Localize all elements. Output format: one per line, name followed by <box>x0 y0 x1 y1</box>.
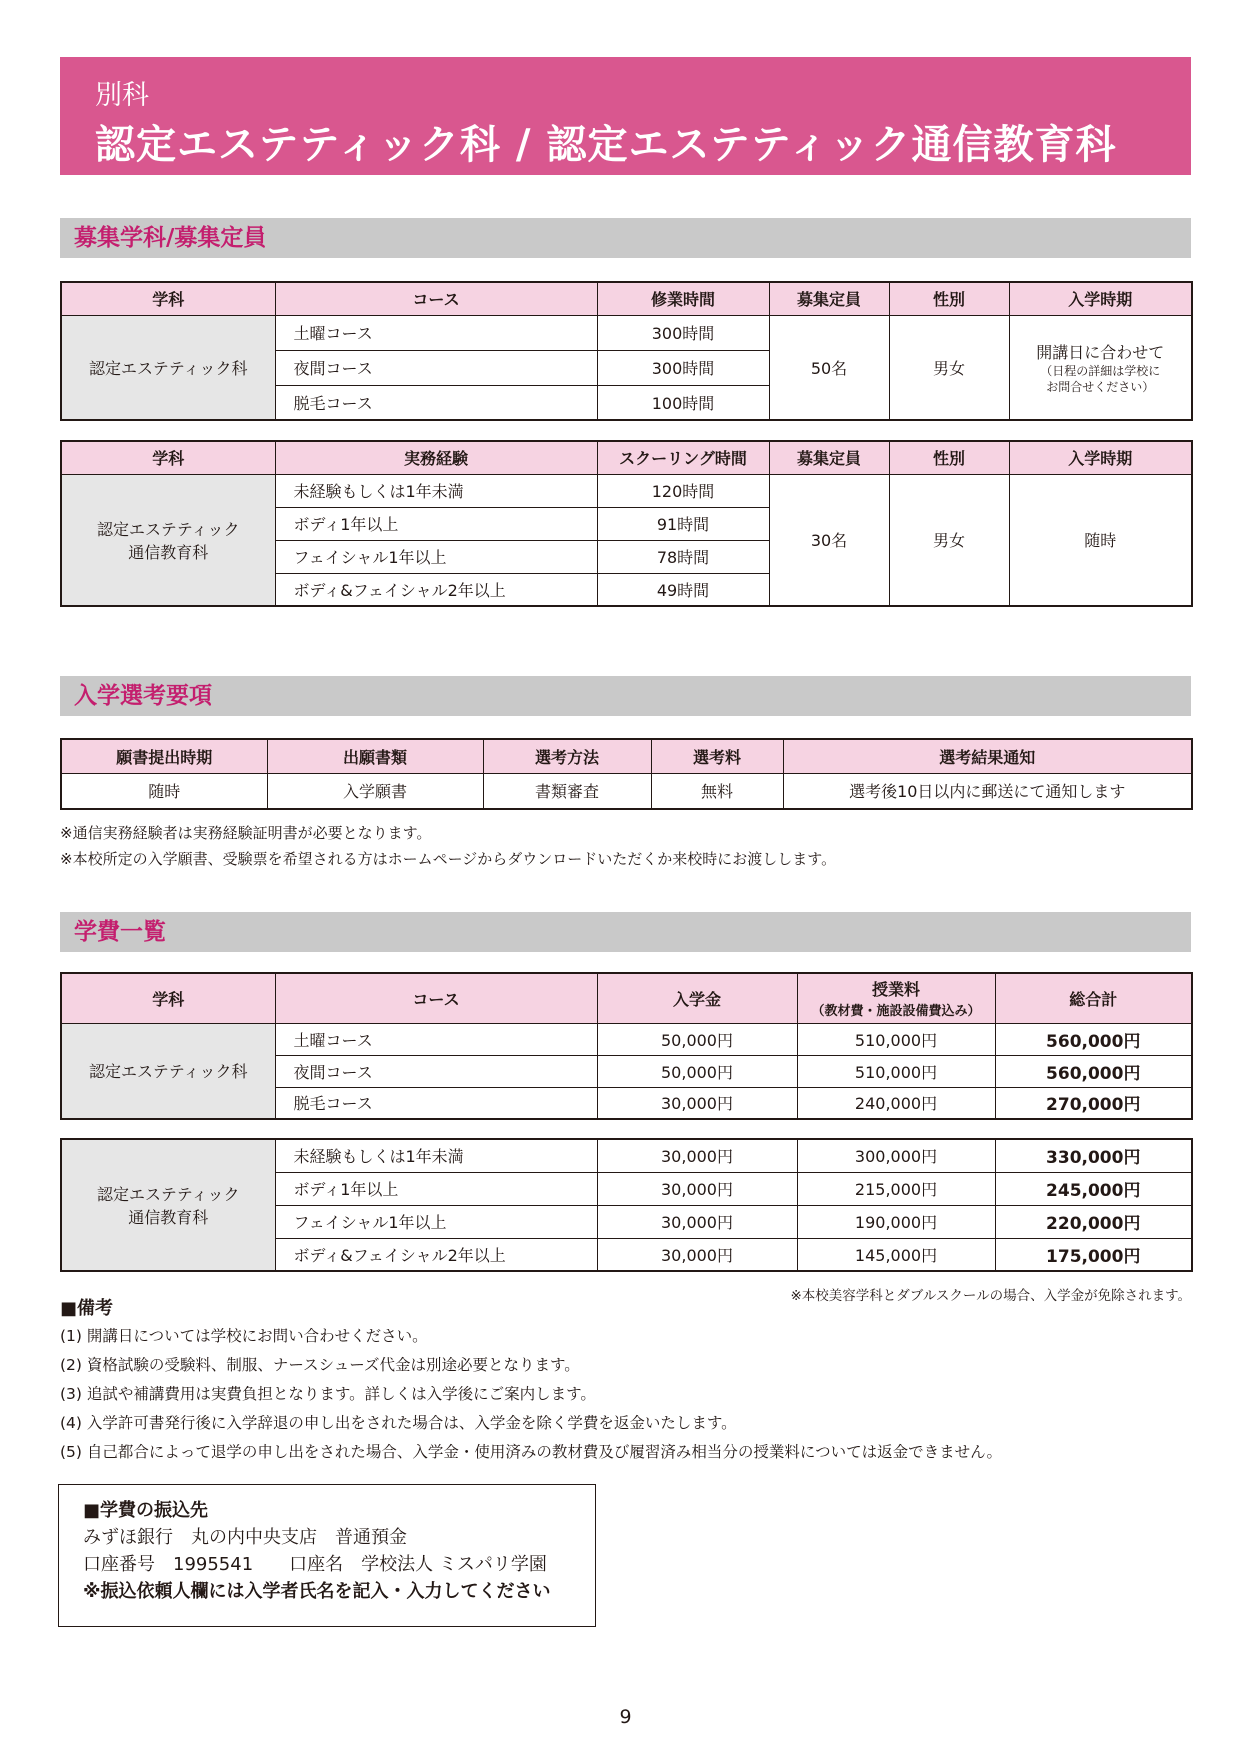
table-header: 出願書類 <box>267 739 483 773</box>
remark-item: (3) 追試や補講費用は実費負担となります。詳しくは入学後にご案内します。 <box>60 1385 596 1403</box>
timing-note-1: （日程の詳細は学校に <box>1040 363 1161 378</box>
fee-exemption-note: ※本校美容学科とダブルスクールの場合、入学金が免除されます。 <box>790 1288 1191 1304</box>
table-cell: 随時 <box>61 773 267 809</box>
bank-instruction: ※振込依頼人欄には入学者氏名を記入・入力してください <box>83 1581 551 1602</box>
dept-name: 認定エステティック科 <box>61 315 275 420</box>
table-header: 募集定員 <box>769 441 889 474</box>
table-header: 選考結果通知 <box>783 739 1192 773</box>
timing-note-2: お問合せください） <box>1046 379 1155 394</box>
table-header: 総合計 <box>995 973 1192 1023</box>
fee-table-esthetic <box>60 972 1193 1120</box>
page-header-banner <box>60 57 1191 175</box>
tuition-fee: 300,000円 <box>797 1139 995 1172</box>
timing-text: 開講日に合わせて <box>1036 342 1165 362</box>
table-header <box>797 973 995 1023</box>
schooling-hours: 91時間 <box>597 507 769 540</box>
header-title: 認定エステティック科 / 認定エステティック通信教育科 <box>95 121 1117 168</box>
capacity: 50名 <box>769 315 889 420</box>
schooling-hours: 49時間 <box>597 573 769 606</box>
table-header: 募集定員 <box>769 282 889 315</box>
table-header: 選考料 <box>651 739 783 773</box>
table-header: 選考方法 <box>483 739 651 773</box>
section-title-recruit: 募集学科/募集定員 <box>60 218 1191 258</box>
schooling-hours: 78時間 <box>597 540 769 573</box>
tuition-fee: 240,000円 <box>797 1087 995 1119</box>
table-header: 性別 <box>889 282 1009 315</box>
table-cell: 入学願書 <box>267 773 483 809</box>
table-header: スクーリング時間 <box>597 441 769 474</box>
dept-name: 認定エステティック科 <box>61 1023 275 1119</box>
course-hours: 100時間 <box>597 385 769 420</box>
course-name: 夜間コース <box>275 1055 597 1087</box>
experience: ボディ1年以上 <box>275 507 597 540</box>
entry-fee: 30,000円 <box>597 1238 797 1271</box>
selection-note: ※本校所定の入学願書、受験票を希望される方はホームページからダウンロードいただくか来校時にお渡しします。 <box>60 850 837 868</box>
remark-item: (2) 資格試験の受験料、制服、ナースシューズ代金は別途必要となります。 <box>60 1356 580 1374</box>
tuition-fee: 215,000円 <box>797 1172 995 1205</box>
total-fee: 330,000円 <box>995 1139 1192 1172</box>
course-hours: 300時間 <box>597 350 769 385</box>
total-fee: 220,000円 <box>995 1205 1192 1238</box>
table-header: コース <box>275 282 597 315</box>
remarks-list <box>60 1322 1002 1467</box>
tuition-fee: 510,000円 <box>797 1023 995 1055</box>
bank-title: ■学費の振込先 <box>83 1500 209 1521</box>
course-name: ボディ1年以上 <box>275 1172 597 1205</box>
total-fee: 245,000円 <box>995 1172 1192 1205</box>
dept-name-line1: 認定エステティック <box>97 519 240 539</box>
dept-name-line2: 通信教育科 <box>128 1208 209 1227</box>
section-title-fees: 学費一覧 <box>60 912 1191 952</box>
schooling-hours: 120時間 <box>597 474 769 507</box>
remark-item: (4) 入学許可書発行後に入学辞退の申し出をされた場合は、入学金を除く学費を返金いたします。 <box>60 1414 737 1432</box>
experience: 未経験もしくは1年未満 <box>275 474 597 507</box>
course-name: 夜間コース <box>275 350 597 385</box>
table-header: 学科 <box>61 282 275 315</box>
course-name: 脱毛コース <box>275 1087 597 1119</box>
entry-fee: 50,000円 <box>597 1055 797 1087</box>
course-name: 脱毛コース <box>275 385 597 420</box>
table-header: 入学時期 <box>1009 282 1192 315</box>
enrollment-timing <box>1009 315 1192 420</box>
course-name: ボディ&フェイシャル2年以上 <box>275 1238 597 1271</box>
entry-fee: 30,000円 <box>597 1087 797 1119</box>
recruit-table-correspondence <box>60 440 1193 607</box>
table-header: 願書提出時期 <box>61 739 267 773</box>
dept-name-line2: 通信教育科 <box>128 542 209 562</box>
tuition-fee: 190,000円 <box>797 1205 995 1238</box>
course-name: 未経験もしくは1年未満 <box>275 1139 597 1172</box>
header-subtitle: 別科 <box>95 80 149 111</box>
table-header: 入学時期 <box>1009 441 1192 474</box>
remarks-title: ■備考 <box>60 1298 114 1319</box>
remark-item: (5) 自己都合によって退学の申し出をされた場合、入学金・使用済みの教材費及び履習済み相当分の授業料については返金できません。 <box>60 1443 1003 1461</box>
course-name: 土曜コース <box>275 315 597 350</box>
capacity: 30名 <box>769 474 889 606</box>
bank-transfer-box <box>58 1484 596 1627</box>
entry-fee: 30,000円 <box>597 1172 797 1205</box>
tuition-fee: 145,000円 <box>797 1238 995 1271</box>
tuition-header-note: （教材費・施設設備費込み） <box>811 1004 981 1020</box>
gender: 男女 <box>889 474 1009 606</box>
table-header: 入学金 <box>597 973 797 1023</box>
table-cell: 書類審査 <box>483 773 651 809</box>
table-header: コース <box>275 973 597 1023</box>
gender: 男女 <box>889 315 1009 420</box>
table-header: 学科 <box>61 441 275 474</box>
total-fee: 175,000円 <box>995 1238 1192 1271</box>
dept-name-line1: 認定エステティック <box>97 1185 240 1204</box>
experience: ボディ&フェイシャル2年以上 <box>275 573 597 606</box>
total-fee: 560,000円 <box>995 1023 1192 1055</box>
selection-note: ※通信実務経験者は実務経験証明書が必要となります。 <box>60 824 432 842</box>
table-cell: 選考後10日以内に郵送にて通知します <box>783 773 1192 809</box>
course-name: 土曜コース <box>275 1023 597 1055</box>
dept-name <box>61 474 275 606</box>
bank-line: みずほ銀行 丸の内中央支店 普通預金 <box>83 1527 407 1548</box>
total-fee: 560,000円 <box>995 1055 1192 1087</box>
table-cell: 無料 <box>651 773 783 809</box>
bank-line: 口座番号 1995541 口座名 学校法人 ミスパリ学園 <box>83 1554 547 1575</box>
dept-name <box>61 1139 275 1271</box>
table-header: 性別 <box>889 441 1009 474</box>
remark-item: (1) 開講日については学校にお問い合わせください。 <box>60 1327 428 1345</box>
page-number: 9 <box>619 1706 632 1728</box>
table-header: 学科 <box>61 973 275 1023</box>
table-header: 修業時間 <box>597 282 769 315</box>
fee-table-correspondence <box>60 1138 1193 1272</box>
entry-fee: 30,000円 <box>597 1205 797 1238</box>
tuition-fee: 510,000円 <box>797 1055 995 1087</box>
experience: フェイシャル1年以上 <box>275 540 597 573</box>
entry-fee: 30,000円 <box>597 1139 797 1172</box>
recruit-table-esthetic <box>60 281 1193 421</box>
course-hours: 300時間 <box>597 315 769 350</box>
tuition-header: 授業料 <box>871 980 920 1000</box>
total-fee: 270,000円 <box>995 1087 1192 1119</box>
course-name: フェイシャル1年以上 <box>275 1205 597 1238</box>
entry-fee: 50,000円 <box>597 1023 797 1055</box>
section-title-selection: 入学選考要項 <box>60 676 1191 716</box>
table-header: 実務経験 <box>275 441 597 474</box>
selection-table <box>60 738 1193 810</box>
enrollment-timing: 随時 <box>1009 474 1192 606</box>
